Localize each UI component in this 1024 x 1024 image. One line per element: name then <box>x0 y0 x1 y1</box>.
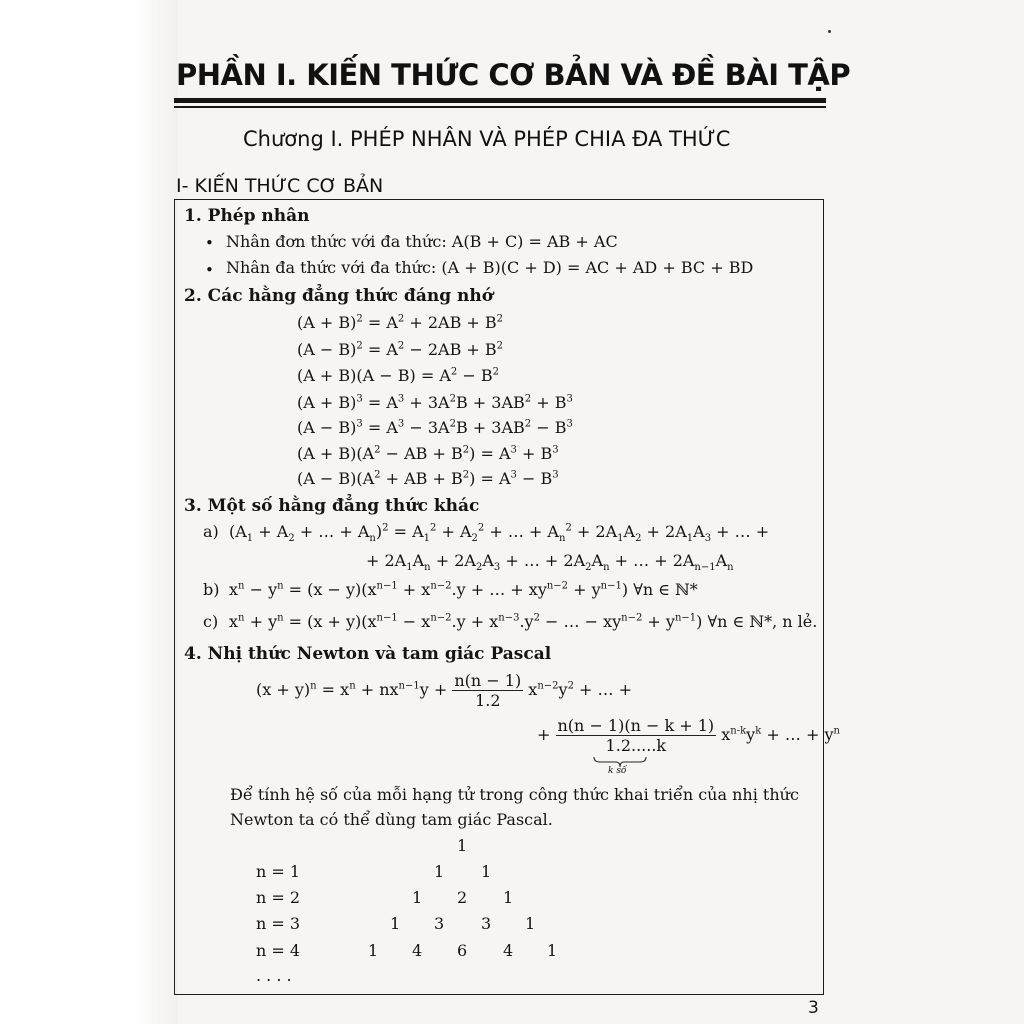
pascal-value: 1 <box>525 914 536 933</box>
pascal-row-label: n = 4 <box>256 941 301 960</box>
identity-4: $(A + B)^3 = A^3 + 3A^2B + 3AB^2 + B^3$ <box>297 393 573 412</box>
pascal-value: 1 <box>457 836 468 855</box>
rule-da-thuc: Nhân đa thức với đa thức: (A + B)(C + D) = AC + AD + BC + BD <box>226 258 754 277</box>
identity-3: $(A + B)(A - B) = A^2 - B^2$ <box>297 366 499 385</box>
section-title: I- KIẾN THỨC CƠ BẢN <box>176 175 384 197</box>
pascal-value: 4 <box>412 941 423 960</box>
newton-line1: $(x + y)^n = x^n + nx^{n-1}y$ + $\frac{n(n - 1)}{1.2}$ $x^{n-2}y^2$ + … + <box>256 671 633 710</box>
k-so-label: k số <box>608 766 627 776</box>
title-rule-thick <box>174 98 826 103</box>
pascal-row-label: n = 2 <box>256 888 301 907</box>
title-rule-thin <box>174 106 826 108</box>
pascal-value: 4 <box>503 941 514 960</box>
pascal-value: 1 <box>368 941 379 960</box>
identity-1: $(A + B)^2 = A^2 + 2AB + B^2$ <box>297 313 504 332</box>
pascal-value: 3 <box>481 914 492 933</box>
formula-a-line1: ($A_1 + A_2$ + … + $A_n)^2 = A_1^2 + A_2^2$ + … + $A_n^2 + 2A_1A_2 + 2A_1A_3$ + … + <box>229 522 770 545</box>
heading-hang-dang-thuc-khac: 3. Một số hằng đẳng thức khác <box>184 496 480 516</box>
item-label-c: c) <box>203 612 219 631</box>
pascal-value: 3 <box>434 914 445 933</box>
bullet-icon: • <box>205 261 214 279</box>
chapter-title: Chương I. PHÉP NHÂN VÀ PHÉP CHIA ĐA THỨC <box>243 127 731 151</box>
item-label-b: b) <box>203 580 220 599</box>
pascal-value: 1 <box>503 888 514 907</box>
newton-line2: + $\frac{n(n - 1)(n - k + 1)}{1.2.....k}$ $x^{n-k}y^k$ + … + $y^n$ <box>537 716 840 755</box>
pascal-value: 1 <box>547 941 558 960</box>
page-number: 3 <box>808 998 819 1018</box>
heading-newton: 4. Nhị thức Newton và tam giác Pascal <box>184 644 552 664</box>
page-left-margin <box>0 0 178 1024</box>
pascal-value: 1 <box>434 862 445 881</box>
identity-2: $(A - B)^2 = A^2 - 2AB + B^2$ <box>297 340 504 359</box>
heading-phep-nhan: 1. Phép nhân <box>184 206 310 226</box>
pascal-row-label: n = 3 <box>256 914 301 933</box>
heading-hang-dang-thuc: 2. Các hằng đẳng thức đáng nhớ <box>184 286 494 306</box>
newton-paragraph-line1: Để tính hệ số của mỗi hạng tử trong công thức khai triển của nhị thức <box>230 785 799 804</box>
identity-5: $(A - B)^3 = A^3 - 3A^2B + 3AB^2 - B^3$ <box>297 418 573 437</box>
pascal-row-label: n = 1 <box>256 862 301 881</box>
pascal-value: 2 <box>457 888 468 907</box>
pascal-value: 6 <box>457 941 468 960</box>
formula-c-tail: , n lẻ. <box>772 612 818 631</box>
formula-c: $x^n + y^n = (x + y)(x^{n-1} - x^{n-2}.y + x^{n-3}.y^2$ − … − $xy^{n-2} + y^{n-1}$) ∀n ∈ ℕ*, n lẻ. <box>229 612 818 631</box>
pascal-value: 1 <box>412 888 423 907</box>
pascal-ellipsis: . . . . <box>256 966 292 985</box>
formula-b: $x^n - y^n = (x - y)(x^{n-1} + x^{n-2}.y$ + … + $xy^{n-2} + y^{n-1}$) ∀n ∈ ℕ* <box>229 580 698 599</box>
part-title: PHẦN I. KIẾN THỨC CƠ BẢN VÀ ĐỀ BÀI TẬP <box>176 58 851 92</box>
pascal-value: 1 <box>481 862 492 881</box>
newton-paragraph-line2: Newton ta có thể dùng tam giác Pascal. <box>230 810 553 829</box>
bullet-icon: • <box>205 234 214 252</box>
print-speck <box>828 30 831 33</box>
rule-don-thuc: Nhân đơn thức với đa thức: A(B + C) = AB + AC <box>226 232 618 251</box>
identity-7: $(A - B)(A^2$ + AB + $B^2) = A^3 - B^3$ <box>297 469 559 488</box>
identity-6: $(A + B)(A^2$ − AB + $B^2) = A^3 + B^3$ <box>297 444 559 463</box>
pascal-value: 1 <box>390 914 401 933</box>
item-label-a: a) <box>203 522 219 541</box>
formula-a-line2: + $2A_1A_n + 2A_2A_3$ + … + $2A_2A_n$ + … + $2A_{n-1}A_n$ <box>366 551 734 574</box>
